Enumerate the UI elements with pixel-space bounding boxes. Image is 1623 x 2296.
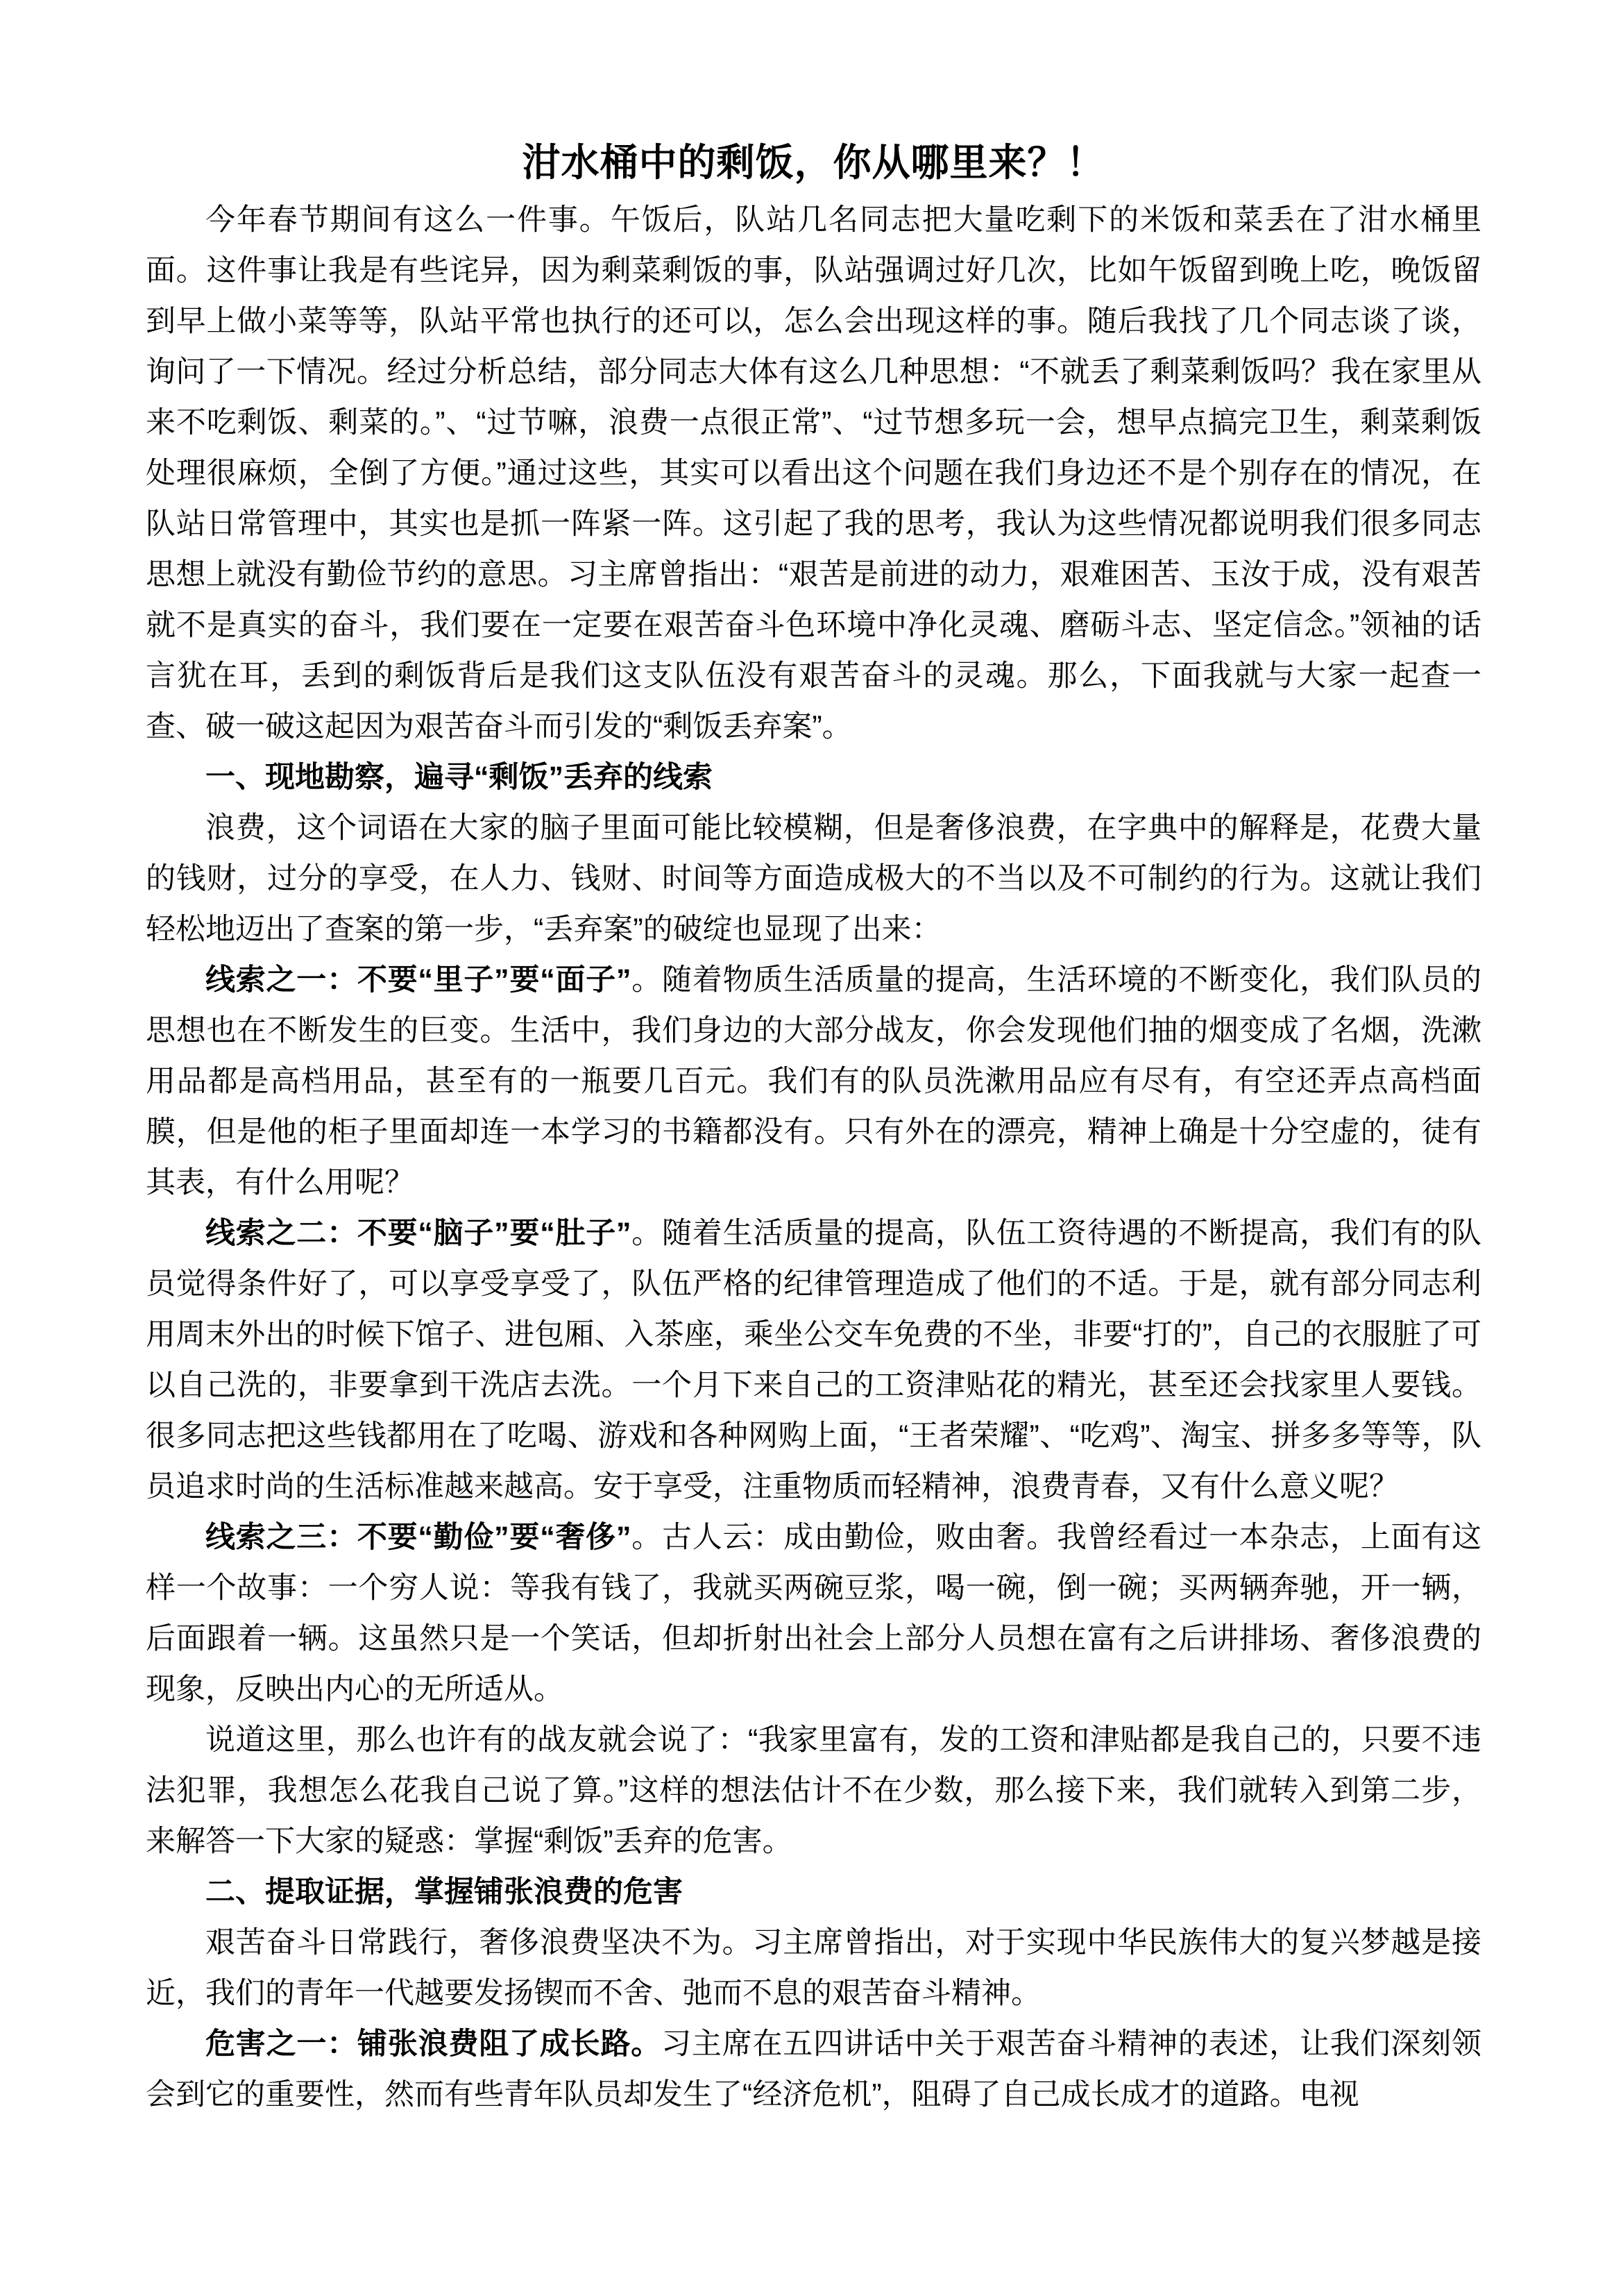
body-paragraph [146,1208,1481,1512]
body-paragraph: 说道这里，那么也许有的战友就会说了：“我家里富有，发的工资和津贴都是我自己的，只要不违法犯罪，我想怎么花我自己说了算。”这样的想法估计不在少数，那么接下来，我们就转入到第二步，来解答一下大家的疑惑：掌握“剩饭”丢弃的危害。 [146,1723,1481,1858]
paragraph-lead-in: 线索之一：不要“里子”要“面子” [205,963,631,997]
paragraph-text: 。随着物质生活质量的提高，生活环境的不断变化，我们队员的思想也在不断发生的巨变。生活中，我们身边的大部分战友，你会发现他们抽的烟变成了名烟，洗漱用品都是高档用品，甚至有的一瓶要几百元。我们有的队员洗漱用品应有尽有，有空还弄点高档面膜，但是他的柜子里面却连一本学习的书籍都没有。只有外在的漂亮，精神上确是十分空虚的，徒有其表，有什么用呢？ [146,963,1482,1199]
page-title: 泔水桶中的剩饭，你从哪里来？！ [522,141,1105,184]
body-paragraph [146,2019,1481,2120]
section-heading: 二、提取证据，掌握铺张浪费的危害 [205,1875,683,1909]
paragraph-lead-in: 危害之一：铺张浪费阻了成长路。 [205,2027,662,2061]
page-body [146,104,1481,2120]
paragraph-lead-in: 线索之三：不要“勤俭”要“奢侈” [205,1520,631,1554]
body-paragraph: 艰苦奋斗日常践行，奢侈浪费坚决不为。习主席曾指出，对于实现中华民族伟大的复兴梦越是接近，我们的青年一代越要发扬锲而不舍、弛而不息的艰苦奋斗精神。 [146,1925,1481,2010]
body-paragraph [146,1512,1481,1715]
paragraph-text: 。随着生活质量的提高，队伍工资待遇的不断提高，我们有的队员觉得条件好了，可以享受享受了，队伍严格的纪律管理造成了他们的不适。于是，就有部分同志利用周末外出的时候下馆子、进包厢、入茶座，乘坐公交车免费的不坐，非要“打的”，自己的衣服脏了可以自己洗的，非要拿到干洗店去洗。一个月下来自己的工资津贴花的精光，甚至还会找家里人要钱。很多同志把这些钱都用在了吃喝、游戏和各种网购上面，“王者荣耀”、“吃鸡”、淘宝、拼多多等等，队员追求时尚的生活标准越来越高。安于享受，注重物质而轻精神，浪费青春，又有什么意义呢？ [146,1216,1482,1503]
body-paragraph: 浪费，这个词语在大家的脑子里面可能比较模糊，但是奢侈浪费，在字典中的解释是，花费大量的钱财，过分的享受，在人力、钱财、时间等方面造成极大的不当以及不可制约的行为。这就让我们轻松地迈出了查案的第一步，“丢弃案”的破绽也显现了出来： [146,811,1481,946]
paragraph-text: 。古人云：成由勤俭，败由奢。我曾经看过一本杂志，上面有这样一个故事：一个穷人说：等我有钱了，我就买两碗豆浆，喝一碗，倒一碗；买两辆奔驰，开一辆，后面跟着一辆。这虽然只是一个笑话，但却折射出社会上部分人员想在富有之后讲排场、奢侈浪费的现象，反映出内心的无所适从。 [146,1520,1482,1706]
paragraph-lead-in: 线索之二：不要“脑子”要“肚子” [205,1216,631,1250]
section-heading: 一、现地勘察，遍寻“剩饭”丢弃的线索 [205,760,713,794]
body-paragraph: 今年春节期间有这么一件事。午饭后，队站几名同志把大量吃剩下的米饭和菜丢在了泔水桶里面。这件事让我是有些诧异，因为剩菜剩饭的事，队站强调过好几次，比如午饭留到晚上吃，晚饭留到早上做小菜等等，队站平常也执行的还可以，怎么会出现这样的事。随后我找了几个同志谈了谈，询问了一下情况。经过分析总结，部分同志大体有这么几种思想：“不就丢了剩菜剩饭吗？我在家里从来不吃剩饭、剩菜的。”、“过节嘛，浪费一点很正常”、“过节想多玩一会，想早点搞完卫生，剩菜剩饭处理很麻烦，全倒了方便。”通过这些，其实可以看出这个问题在我们身边还不是个别存在的情况，在队站日常管理中，其实也是抓一阵紧一阵。这引起了我的思考，我认为这些情况都说明我们很多同志思想上就没有勤俭节约的意思。习主席曾指出：“艰苦是前进的动力，艰难困苦、玉汝于成，没有艰苦就不是真实的奋斗，我们要在一定要在艰苦奋斗色环境中净化灵魂、磨砺斗志、坚定信念。”领袖的话言犹在耳，丢到的剩饭背后是我们这支队伍没有艰苦奋斗的灵魂。那么，下面我就与大家一起查一查、破一破这起因为艰苦奋斗而引发的“剩饭丢弃案”。 [146,203,1481,743]
body-paragraph [146,955,1481,1208]
paragraph-text: 习主席在五四讲话中关于艰苦奋斗精神的表述，让我们深刻领会到它的重要性，然而有些青年队员却发生了“经济危机”，阻碍了自己成长成才的道路。电视 [146,2027,1482,2111]
document-content [146,195,1481,2120]
